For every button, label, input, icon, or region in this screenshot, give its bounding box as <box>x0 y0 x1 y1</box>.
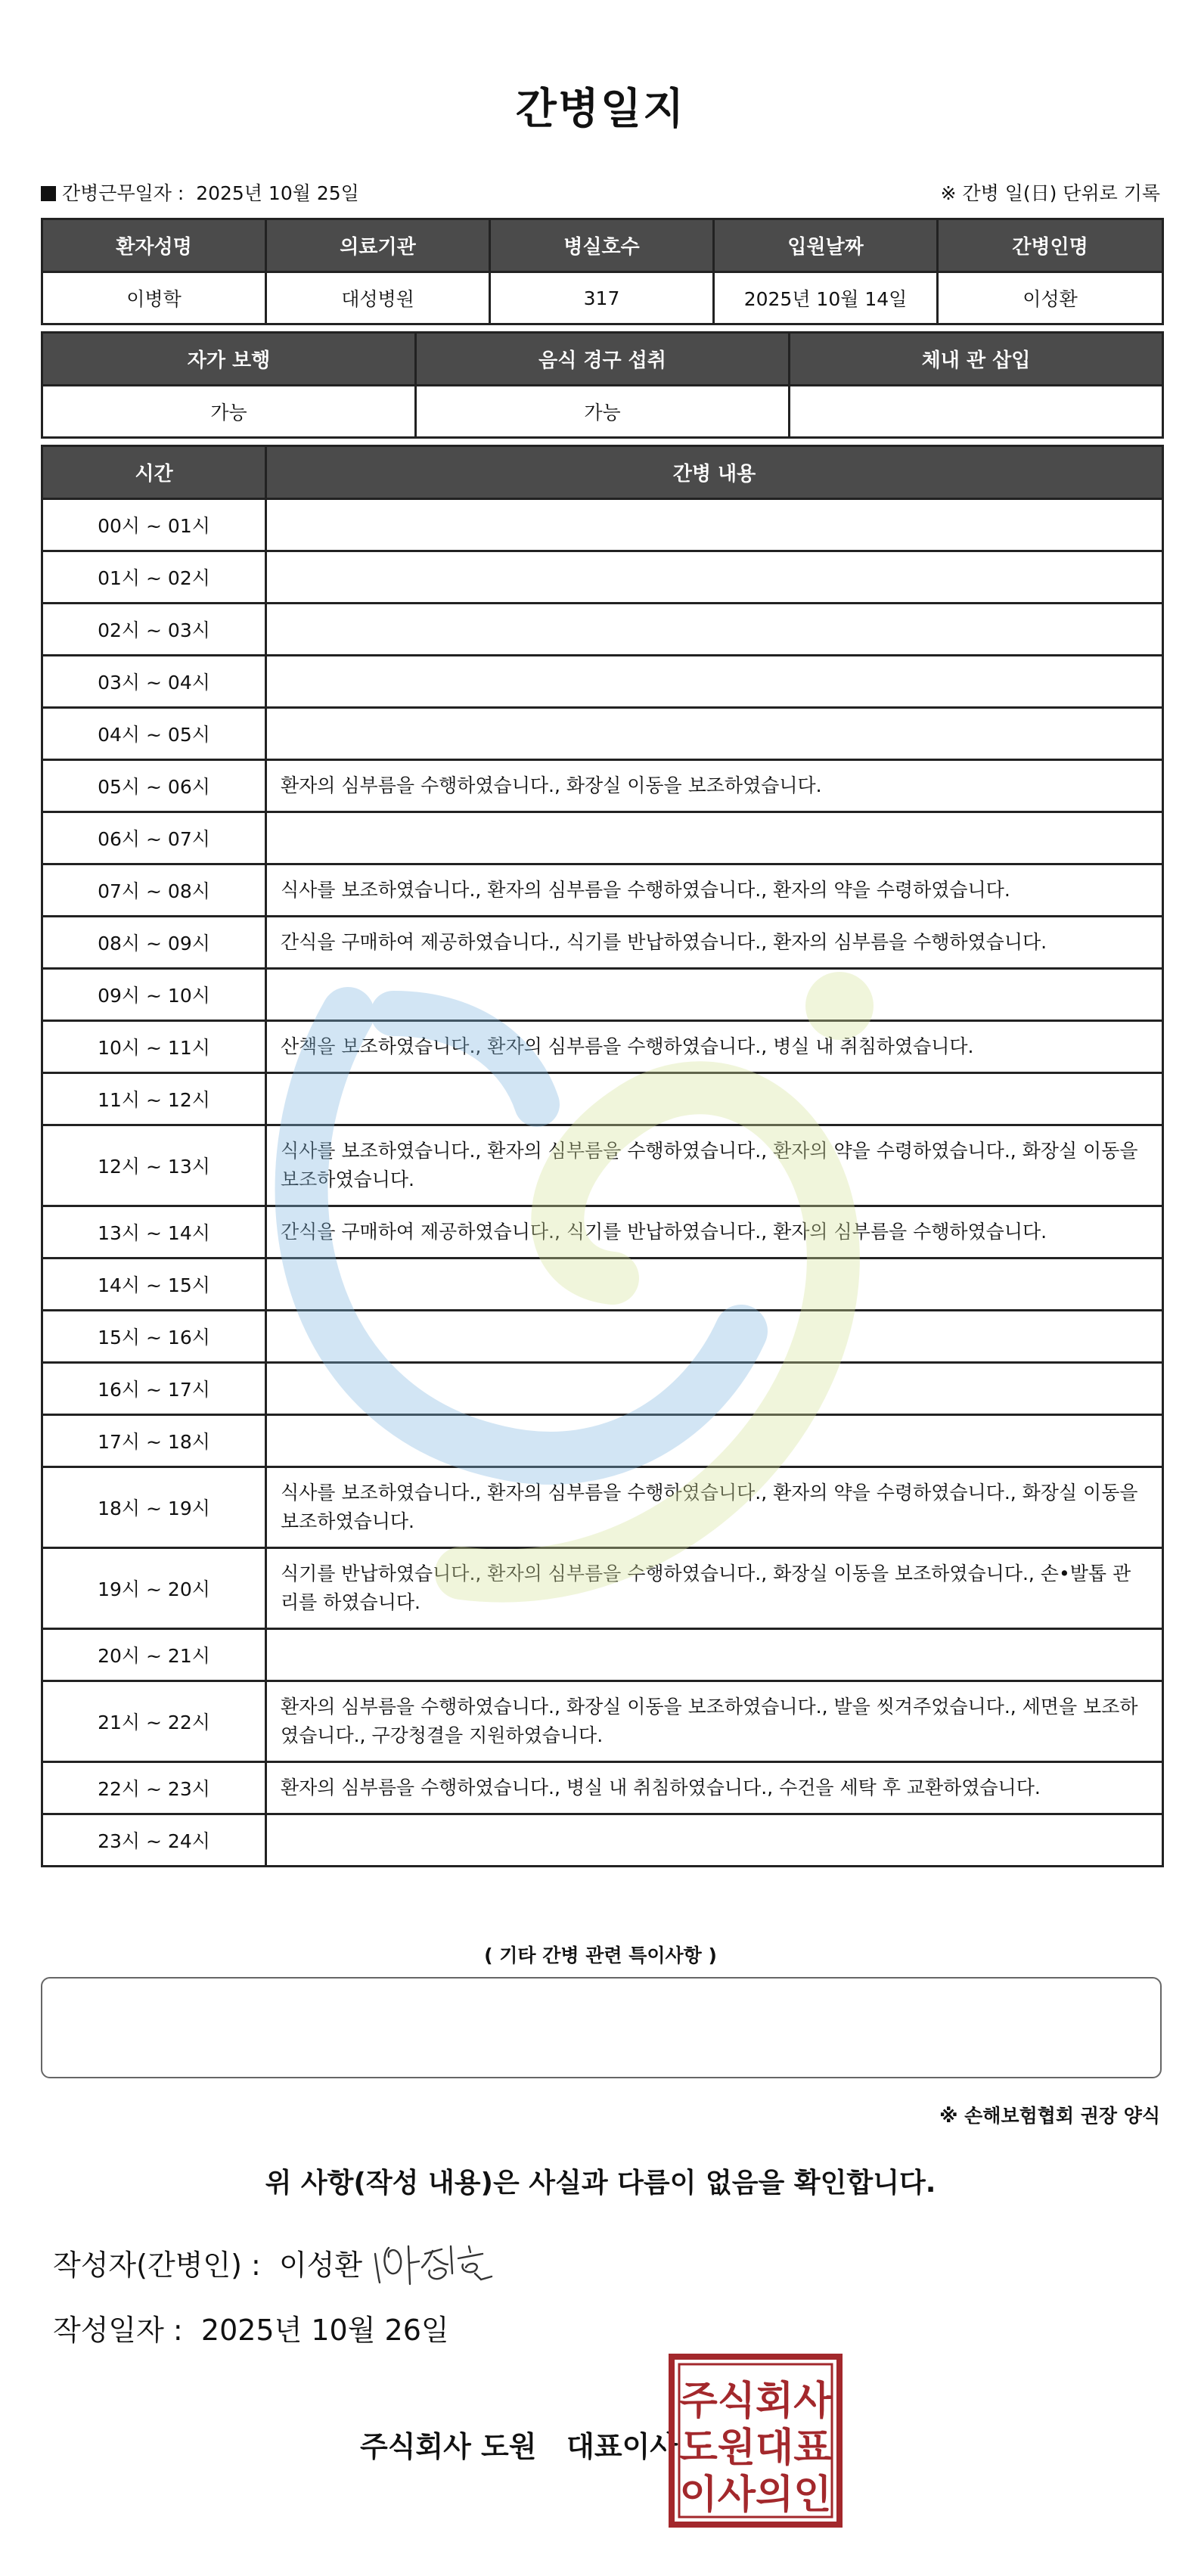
care-content-cell <box>266 551 1163 604</box>
header-admission-date: 입원날짜 <box>714 219 938 272</box>
duty-date: 2025년 10월 25일 <box>196 182 359 204</box>
header-caregiver: 간병인명 <box>938 219 1163 272</box>
tube-status <box>790 386 1163 438</box>
time-cell: 18시 ~ 19시 <box>42 1467 266 1548</box>
table-row <box>42 1814 1163 1867</box>
care-content-cell: 식사를 보조하였습니다., 환자의 심부름을 수행하였습니다., 환자의 약을 수령하였습니다., 화장실 이동을 보조하였습니다. <box>266 1467 1163 1548</box>
svg-text:주식회사: 주식회사 <box>679 2379 832 2424</box>
table-row <box>42 604 1163 656</box>
duty-label: 간병근무일자 : <box>62 182 185 204</box>
care-content-cell <box>266 604 1163 656</box>
time-cell: 13시 ~ 14시 <box>42 1206 266 1259</box>
walking-status: 가능 <box>42 386 416 438</box>
table-row <box>42 1762 1163 1814</box>
table-row <box>42 812 1163 864</box>
table-row <box>42 708 1163 760</box>
date-label: 작성일자 : <box>53 2314 183 2347</box>
table-row <box>42 656 1163 708</box>
time-cell: 06시 ~ 07시 <box>42 812 266 864</box>
patient-status-table <box>41 331 1164 439</box>
time-cell: 02시 ~ 03시 <box>42 604 266 656</box>
square-bullet-icon <box>41 186 56 201</box>
time-cell: 01시 ~ 02시 <box>42 551 266 604</box>
time-cell: 21시 ~ 22시 <box>42 1681 266 1762</box>
svg-text:도원대표: 도원대표 <box>679 2425 832 2471</box>
writer-name: 이성환 <box>278 2249 363 2282</box>
header-care-content: 간병 내용 <box>266 446 1163 499</box>
time-cell: 10시 ~ 11시 <box>42 1021 266 1073</box>
writer-label: 작성자(간병인) : <box>53 2249 261 2282</box>
table-row <box>42 760 1163 812</box>
duty-date-line <box>41 178 359 206</box>
time-cell: 20시 ~ 21시 <box>42 1629 266 1681</box>
written-date-line <box>53 2307 449 2348</box>
remarks-title: ( 기타 간병 관련 특이사항 ) <box>484 1944 717 1966</box>
care-content-cell <box>266 499 1163 551</box>
time-cell: 19시 ~ 20시 <box>42 1548 266 1629</box>
time-cell: 15시 ~ 16시 <box>42 1311 266 1363</box>
svg-text:이사의인: 이사의인 <box>679 2472 832 2518</box>
table-row <box>42 1681 1163 1762</box>
care-content-cell: 간식을 구매하여 제공하였습니다., 식기를 반납하였습니다., 환자의 심부름을 수행하였습니다. <box>266 1206 1163 1259</box>
care-content-cell: 환자의 심부름을 수행하였습니다., 화장실 이동을 보조하였습니다. <box>266 760 1163 812</box>
header-walking: 자가 보행 <box>42 333 416 386</box>
header-patient-name: 환자성명 <box>42 219 266 272</box>
time-cell: 14시 ~ 15시 <box>42 1259 266 1311</box>
time-cell: 22시 ~ 23시 <box>42 1762 266 1814</box>
watermark-logo <box>250 923 960 1603</box>
time-cell: 08시 ~ 09시 <box>42 917 266 969</box>
time-cell: 00시 ~ 01시 <box>42 499 266 551</box>
writer-line <box>53 2242 362 2283</box>
caregiver-name: 이성환 <box>938 272 1163 324</box>
table-row <box>42 499 1163 551</box>
handwritten-signature <box>369 2231 498 2292</box>
document-title: 간병일지 <box>515 85 686 134</box>
header-time: 시간 <box>42 446 266 499</box>
time-cell: 16시 ~ 17시 <box>42 1363 266 1415</box>
care-content-cell <box>266 708 1163 760</box>
header-tube: 체내 관 삽입 <box>790 333 1163 386</box>
care-content-cell: 산책을 보조하였습니다., 환자의 심부름을 수행하였습니다., 병실 내 취침하였습니다. <box>266 1021 1163 1073</box>
time-cell: 23시 ~ 24시 <box>42 1814 266 1867</box>
care-content-cell: 환자의 심부름을 수행하였습니다., 병실 내 취침하였습니다., 수건을 세탁 후 교환하였습니다. <box>266 1762 1163 1814</box>
time-cell: 17시 ~ 18시 <box>42 1415 266 1467</box>
daily-record-note: ※ 간병 일(日) 단위로 기록 <box>940 182 1160 204</box>
patient-info-table <box>41 218 1164 325</box>
admission-date: 2025년 10월 14일 <box>714 272 938 324</box>
time-cell: 07시 ~ 08시 <box>42 864 266 917</box>
care-content-cell <box>266 812 1163 864</box>
care-content-cell: 식사를 보조하였습니다., 환자의 심부름을 수행하였습니다., 환자의 약을 수령하였습니다., 화장실 이동을 보조하였습니다. <box>266 1125 1163 1206</box>
table-row <box>42 551 1163 604</box>
header-room: 병실호수 <box>490 219 714 272</box>
care-content-cell <box>266 1629 1163 1681</box>
time-cell: 05시 ~ 06시 <box>42 760 266 812</box>
company-seal-stamp <box>669 2354 843 2528</box>
care-content-cell <box>266 1814 1163 1867</box>
confirmation-statement: 위 사항(작성 내용)은 사실과 다름이 없음을 확인합니다. <box>265 2168 936 2199</box>
patient-name: 이병학 <box>42 272 266 324</box>
care-content-cell: 환자의 심부름을 수행하였습니다., 화장실 이동을 보조하였습니다., 발을 씻겨주었습니다., 세면을 보조하였습니다., 구강청결을 지원하였습니다. <box>266 1681 1163 1762</box>
care-content-cell: 간식을 구매하여 제공하였습니다., 식기를 반납하였습니다., 환자의 심부름을 수행하였습니다. <box>266 917 1163 969</box>
kida-form-note: ※ 손해보험협회 권장 양식 <box>939 2105 1160 2127</box>
date-value: 2025년 10월 26일 <box>200 2314 449 2347</box>
hospital-name: 대성병원 <box>266 272 490 324</box>
table-row <box>42 864 1163 917</box>
time-cell: 09시 ~ 10시 <box>42 969 266 1021</box>
header-oral-intake: 음식 경구 섭취 <box>416 333 790 386</box>
remarks-box <box>41 1977 1162 2078</box>
care-content-cell: 식사를 보조하였습니다., 환자의 심부름을 수행하였습니다., 환자의 약을 수령하였습니다. <box>266 864 1163 917</box>
time-cell: 04시 ~ 05시 <box>42 708 266 760</box>
time-cell: 11시 ~ 12시 <box>42 1073 266 1125</box>
time-cell: 03시 ~ 04시 <box>42 656 266 708</box>
header-hospital: 의료기관 <box>266 219 490 272</box>
time-cell: 12시 ~ 13시 <box>42 1125 266 1206</box>
oral-intake-status: 가능 <box>416 386 790 438</box>
table-row <box>42 1629 1163 1681</box>
care-content-cell <box>266 656 1163 708</box>
room-number: 317 <box>490 272 714 324</box>
company-representative: 주식회사 도원 대표이사 <box>360 2430 678 2463</box>
care-content-cell: 식기를 반납하였습니다., 환자의 심부름을 수행하였습니다., 화장실 이동을 보조하였습니다., 손•발톱 관리를 하였습니다. <box>266 1548 1163 1629</box>
